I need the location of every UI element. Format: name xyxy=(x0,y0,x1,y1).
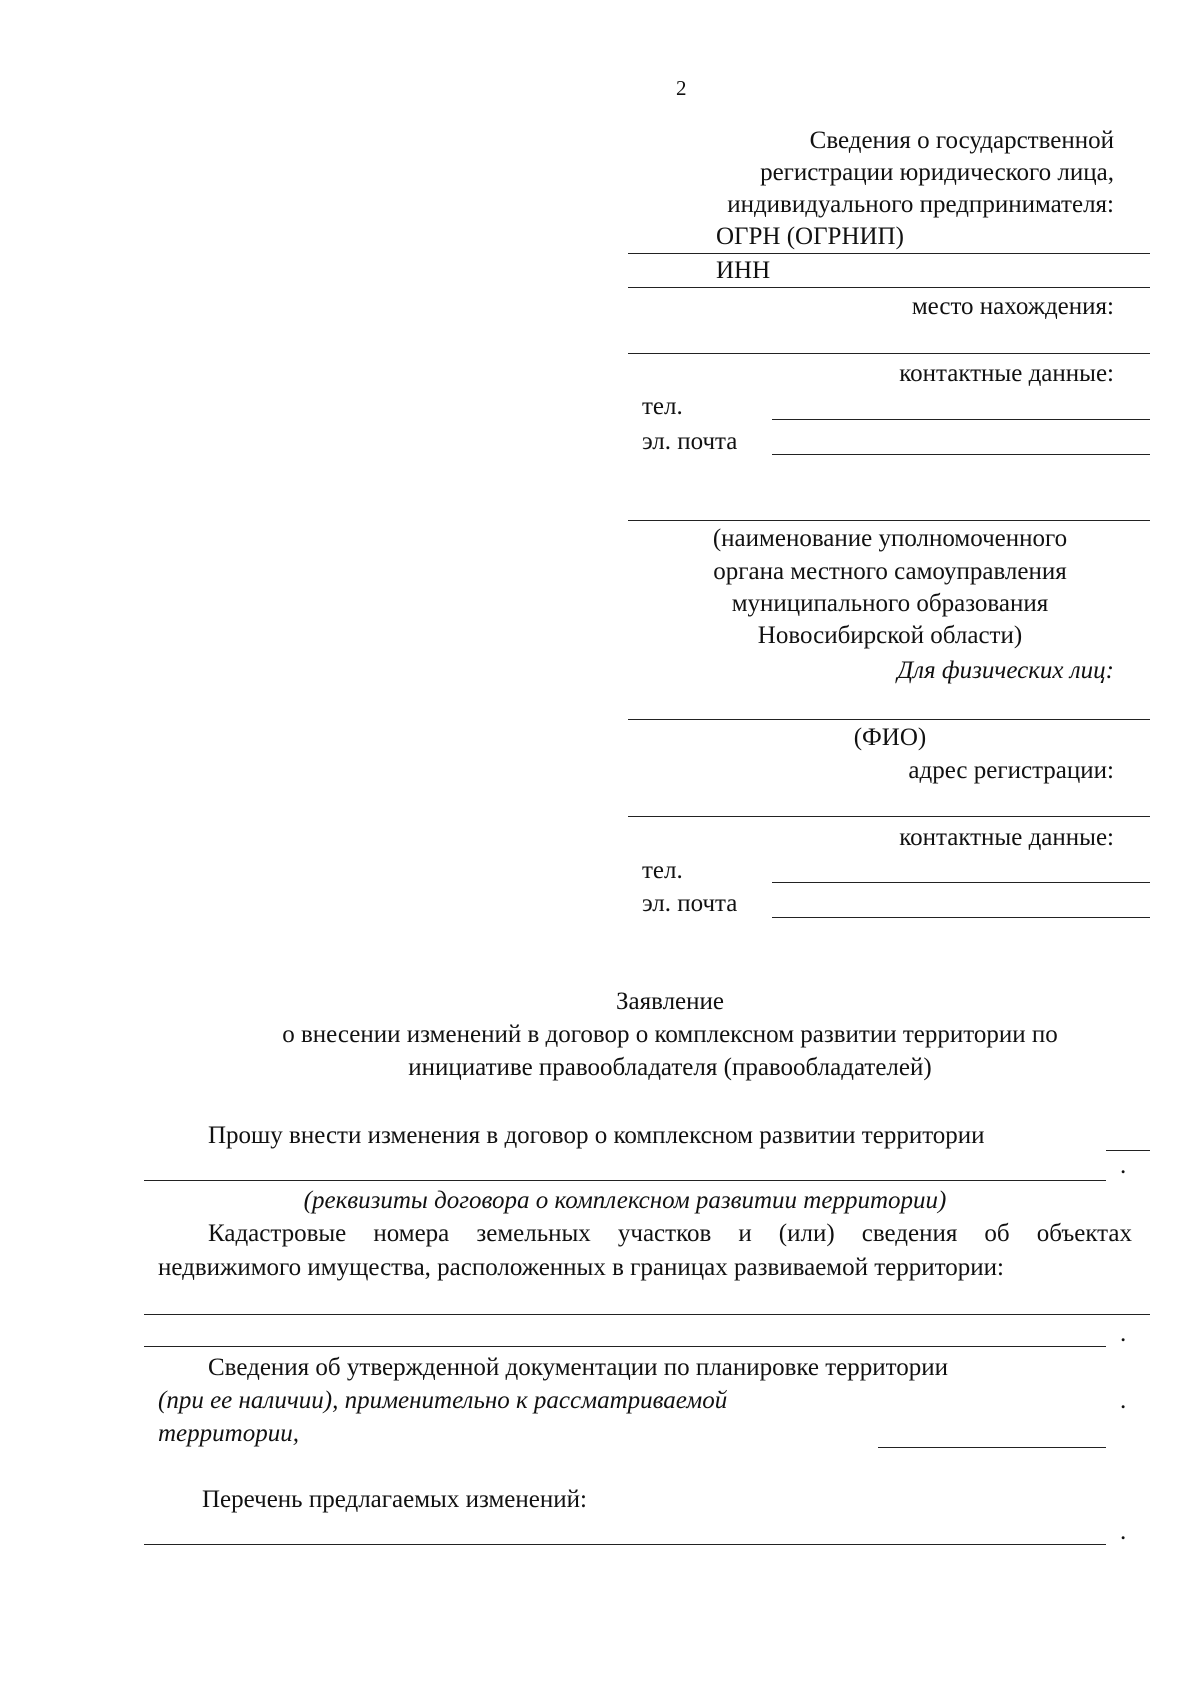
cadastral-field-line2[interactable] xyxy=(144,1346,1106,1347)
ogrn-field-line[interactable] xyxy=(628,253,1150,254)
contacts-label: контактные данные: xyxy=(899,360,1114,387)
location-label: место нахождения: xyxy=(911,293,1114,320)
contract-details-period: . xyxy=(1120,1152,1127,1179)
planning-field-line[interactable] xyxy=(878,1447,1106,1448)
page-number: 2 xyxy=(676,76,687,100)
authority-caption-line2: органа местного самоуправления xyxy=(713,558,1067,585)
document-title: Заявление xyxy=(615,988,725,1015)
location-field-line[interactable] xyxy=(628,353,1150,354)
email-label: эл. почта xyxy=(642,428,738,455)
planning-period: . xyxy=(1120,1387,1127,1414)
inn-label: ИНН xyxy=(716,257,771,284)
registration-address-label: адрес регистрации: xyxy=(908,757,1114,784)
email-field-line[interactable] xyxy=(772,454,1150,455)
document-subtitle-line1: о внесении изменений в договор о комплексном развитии территории по xyxy=(282,1021,1058,1048)
individuals-heading: Для физических лиц: xyxy=(897,657,1114,684)
cadastral-text-line2: недвижимого имущества, расположенных в границах развиваемой территории: xyxy=(158,1254,1004,1281)
registration-heading-line3: индивидуального предпринимателя: xyxy=(727,191,1114,218)
cadastral-text-line1: Кадастровые номера земельных участков и (или) сведения об объектах xyxy=(208,1220,1132,1247)
planning-text-line1: Сведения об утвержденной документации по планировке территории xyxy=(208,1354,949,1381)
planning-text-line2: (при ее наличии), применительно к рассматриваемой xyxy=(158,1387,728,1414)
authority-caption-line3: муниципального образования xyxy=(731,590,1049,617)
ogrn-label: ОГРН (ОГРНИП) xyxy=(716,223,904,250)
request-text: Прошу внести изменения в договор о комплексном развитии территории xyxy=(208,1122,985,1149)
inn-field-line[interactable] xyxy=(628,287,1150,288)
changes-period: . xyxy=(1120,1518,1127,1545)
phone-label: тел. xyxy=(642,393,683,420)
individual-email-line[interactable] xyxy=(772,917,1150,918)
contract-details-line[interactable] xyxy=(144,1180,1106,1181)
authority-caption-line4: Новосибирской области) xyxy=(757,622,1023,649)
individual-phone-line[interactable] xyxy=(772,882,1150,883)
authority-caption-line1: (наименование уполномоченного xyxy=(712,525,1068,552)
authority-name-line[interactable] xyxy=(628,520,1150,521)
phone-field-line[interactable] xyxy=(772,419,1150,420)
registration-heading-line2: регистрации юридического лица, xyxy=(760,159,1114,186)
individual-phone-label: тел. xyxy=(642,857,683,884)
document-subtitle-line2: инициативе правообладателя (правообладателей) xyxy=(408,1054,932,1081)
individual-email-label: эл. почта xyxy=(642,890,738,917)
individual-contacts-label: контактные данные: xyxy=(899,824,1114,851)
planning-text-line3: территории, xyxy=(158,1420,299,1447)
fio-caption: (ФИО) xyxy=(853,724,927,751)
request-short-line[interactable] xyxy=(1106,1150,1150,1151)
cadastral-field-line1[interactable] xyxy=(144,1314,1150,1315)
changes-field-line[interactable] xyxy=(144,1544,1106,1545)
changes-label: Перечень предлагаемых изменений: xyxy=(202,1486,587,1513)
cadastral-period: . xyxy=(1120,1320,1127,1347)
registration-address-line[interactable] xyxy=(628,816,1150,817)
contract-details-caption: (реквизиты договора о комплексном развитии территории) xyxy=(303,1187,947,1214)
fio-field-line[interactable] xyxy=(628,719,1150,720)
registration-heading-line1: Сведения о государственной xyxy=(809,127,1114,154)
